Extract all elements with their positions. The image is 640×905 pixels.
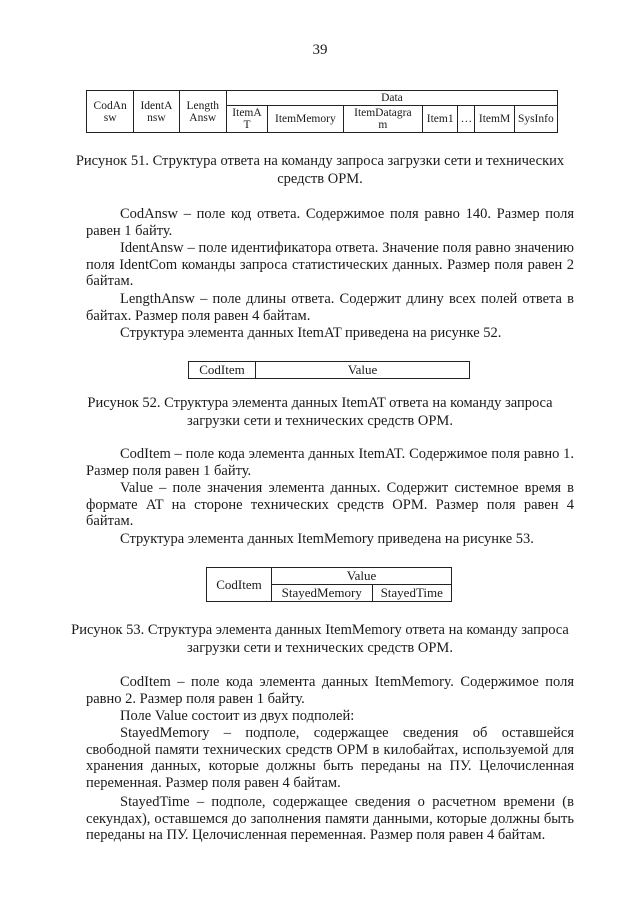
cell-data-header: Data: [226, 91, 557, 106]
paragraph-identansw-text: IdentAnsw – поле идентификатора ответа. Значение поля равно значению поля IdentCom команды запроса статистических данных. Размер поля равен 2 байтам.: [86, 240, 574, 289]
paragraph-coditem-itemmemory-text: CodItem – поле кода элемента данных ItemMemory. Содержимое поля равно 2. Размер поля равен 1 байту.: [86, 674, 574, 707]
cell-lengthansw: Length Answ: [179, 91, 226, 133]
paragraph-stayedmemory-text: StayedMemory – подполе, содержащее сведения об оставшейся свободной памяти технических средств ОРМ в килобайтах, используемой для хранения данных, которые должны быть переданы на ПУ. Целочисленная переменная. Размер поля равен 4 байтам.: [86, 725, 574, 791]
paragraph-value-subfields-text: Поле Value состоит из двух подполей:: [120, 708, 355, 724]
paragraph-coditem-itemat-text: CodItem – поле кода элемента данных ItemAT. Содержимое поля равно 1. Размер поля равен 1 байту.: [86, 446, 574, 479]
paragraph-lengthansw: [86, 291, 574, 324]
cell-value: Value: [272, 568, 452, 585]
paragraph-stayedtime-text: StayedTime – подполе, содержащее сведения о расчетном времени (в секундах), оставшемся до заполнения памяти данными, которые должны быть переданы на ПУ. Целочисленная переменная. Размер поля равен 4 байтам.: [86, 794, 574, 843]
cell-item-memory: ItemMemory: [268, 106, 343, 133]
paragraph-value-subfields: [86, 708, 574, 725]
caption-figure-53: Рисунок 53. Структура элемента данных ItemMemory ответа на команду запроса загрузки сети и технических средств ОРМ.: [71, 622, 569, 656]
page-number: 39: [312, 42, 328, 58]
cell-value: Value: [256, 362, 470, 379]
paragraph-codansw: [86, 206, 574, 239]
cell-coditem: CodItem: [189, 362, 256, 379]
cell-codansw: CodAn sw: [87, 91, 134, 133]
cell-identansw: IdentA nsw: [134, 91, 179, 133]
paragraph-coditem-itemmemory: [86, 674, 574, 707]
paragraph-itemat-intro-text: Структура элемента данных ItemAT приведена на рисунке 52.: [120, 325, 502, 341]
paragraph-stayedmemory: [86, 725, 574, 791]
paragraph-itemat-intro: [86, 325, 574, 342]
cell-stayed-time: StayedTime: [372, 585, 452, 602]
cell-item1: Item1: [423, 106, 458, 133]
cell-sysinfo: SysInfo: [514, 106, 557, 133]
cell-ellipsis: …: [458, 106, 475, 133]
paragraph-value-text: Value – поле значения элемента данных. Содержит системное время в формате AT на стороне технических средств ОРМ. Размер поля равен 4 байтам.: [86, 480, 574, 529]
paragraph-identansw: [86, 240, 574, 290]
cell-coditem: CodItem: [207, 568, 272, 602]
cell-item-at: ItemA T: [226, 106, 267, 133]
caption-figure-51: Рисунок 51. Структура ответа на команду запроса загрузки сети и технических средств ОРМ.: [75, 153, 565, 187]
caption-figure-52: Рисунок 52. Структура элемента данных ItemAT ответа на команду запроса загрузки сети и технических средств ОРМ.: [87, 395, 553, 429]
paragraph-coditem-itemat: [86, 446, 574, 479]
paragraph-stayedtime: [86, 794, 574, 844]
paragraph-codansw-text: CodAnsw – поле код ответа. Содержимое поля равно 140. Размер поля равен 1 байту.: [86, 206, 574, 239]
paragraph-value: [86, 480, 574, 530]
paragraph-itemmemory-intro: [86, 531, 574, 548]
paragraph-itemmemory-intro-text: Структура элемента данных ItemMemory приведена на рисунке 53.: [120, 531, 534, 547]
paragraph-lengthansw-text: LengthAnsw – поле длины ответа. Содержит длину всех полей ответа в байтах. Размер поля равен 4 байтам.: [86, 291, 574, 324]
cell-item-datagram: ItemDatagra m: [343, 106, 423, 133]
figure-52-table: [188, 361, 470, 379]
cell-item-m: ItemM: [475, 106, 514, 133]
figure-51-table: [86, 90, 558, 133]
figure-53-table: [206, 567, 452, 602]
cell-stayed-memory: StayedMemory: [272, 585, 373, 602]
